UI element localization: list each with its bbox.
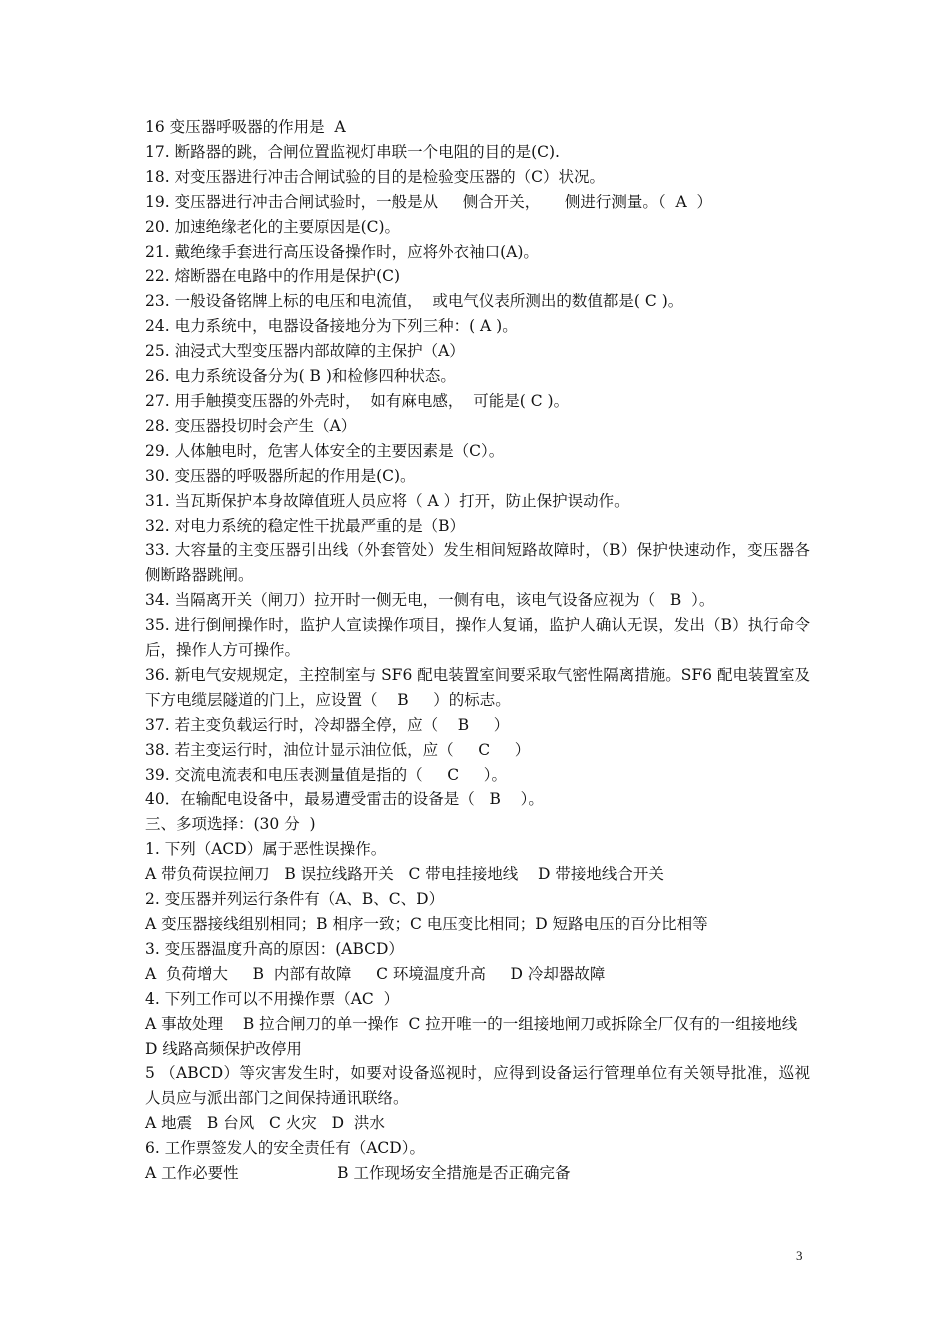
text-line: 23. 一般设备铭牌上标的电压和电流值， 或电气仪表所测出的数值都是( C )。 xyxy=(145,292,684,311)
document-body xyxy=(145,115,810,1186)
text-line: D 线路高频保护改停用 xyxy=(145,1039,302,1058)
text-line: 28. 变压器投切时会产生（A） xyxy=(145,416,357,435)
text-line: 29. 人体触电时，危害人体安全的主要因素是（C）。 xyxy=(145,441,505,460)
text-line: 36. 新电气安规规定，主控制室与 SF6 配电装置室间要采取气密性隔离措施。SF6 配电装置室及下方电缆层隧道的门上，应设置（ B ）的标志。 xyxy=(145,665,810,709)
text-line: 21. 戴绝缘手套进行高压设备操作时，应将外衣袖口(A)。 xyxy=(145,242,539,261)
text-line: 24. 电力系统中，电器设备接地分为下列三种：( A )。 xyxy=(145,317,518,336)
text-line: 30. 变压器的呼吸器所起的作用是(C)。 xyxy=(145,466,416,485)
text-line: 17. 断路器的跳，合闸位置监视灯串联一个电阻的目的是(C). xyxy=(145,142,560,161)
text-line: A 地震 B 台风 C 火灾 D 洪水 xyxy=(145,1114,385,1133)
text-line: 6. 工作票签发人的安全责任有（ACD）。 xyxy=(145,1139,425,1158)
text-line: A 事故处理 B 拉合闸刀的单一操作 C 拉开唯一的一组接地闸刀或拆除全厂仅有的一组接地线 xyxy=(145,1014,798,1033)
text-line: 26. 电力系统设备分为( B )和检修四种状态。 xyxy=(145,367,456,386)
text-line: 19. 变压器进行冲击合闸试验时，一般是从 侧合开关， 侧进行测量。（ A ） xyxy=(145,192,713,211)
text-line: 35. 进行倒闸操作时，监护人宣读操作项目，操作人复诵，监护人确认无误，发出（B）执行命令后，操作人方可操作。 xyxy=(145,616,810,660)
text-line: 4. 下列工作可以不用操作票（AC ） xyxy=(145,989,400,1008)
text-line: 25. 油浸式大型变压器内部故障的主保护（A） xyxy=(145,342,465,361)
text-line: 38. 若主变运行时，油位计显示油位低，应（ C ） xyxy=(145,740,531,759)
text-line: 40．在输配电设备中，最易遭受雷击的设备是（ B ）。 xyxy=(145,790,544,809)
text-line: A 带负荷误拉闸刀 B 误拉线路开关 C 带电挂接地线 D 带接地线合开关 xyxy=(145,865,664,884)
page-number: 3 xyxy=(796,1248,803,1263)
text-line: 22. 熔断器在电路中的作用是保护(C) xyxy=(145,267,401,286)
text-line: 32. 对电力系统的稳定性干扰最严重的是（B） xyxy=(145,516,465,535)
text-line: 20. 加速绝缘老化的主要原因是(C)。 xyxy=(145,217,401,236)
text-line: 37. 若主变负载运行时，冷却器全停，应（ B ） xyxy=(145,715,510,734)
text-line: 34. 当隔离开关（闸刀）拉开时一侧无电，一侧有电，该电气设备应视为（ B ）。 xyxy=(145,591,715,610)
text-line: 3. 变压器温度升高的原因：(ABCD） xyxy=(145,939,404,958)
text-line: 2. 变压器并列运行条件有（A、B、C、D） xyxy=(145,890,445,909)
text-line: 16 变压器呼吸器的作用是 A xyxy=(145,118,346,136)
text-line: 39. 交流电流表和电压表测量值是指的（ C ）。 xyxy=(145,765,507,784)
text-line: 31. 当瓦斯保护本身故障值班人员应将（ A ）打开，防止保护误动作。 xyxy=(145,491,630,510)
text-line: A 工作必要性 B 工作现场安全措施是否正确完备 xyxy=(145,1164,571,1183)
text-line: A 负荷增大 B 内部有故障 C 环境温度升高 D 冷却器故障 xyxy=(145,964,606,983)
text-line: 1. 下列（ACD）属于恶性误操作。 xyxy=(145,840,387,859)
text-line: 27. 用手触摸变压器的外壳时， 如有麻电感， 可能是( C )。 xyxy=(145,391,570,410)
text-line: 18. 对变压器进行冲击合闸试验的目的是检验变压器的（C）状况。 xyxy=(145,167,605,186)
text-line: A 变压器接线组别相同；B 相序一致；C 电压变比相同；D 短路电压的百分比相等 xyxy=(145,915,708,933)
text-line: 33. 大容量的主变压器引出线（外套管处）发生相间短路故障时，（B）保护快速动作，变压器各侧断路器跳闸。 xyxy=(145,541,810,585)
text-line: 5 （ABCD）等灾害发生时，如要对设备巡视时，应得到设备运行管理单位有关领导批准，巡视人员应与派出部门之间保持通讯联络。 xyxy=(145,1064,810,1108)
text-line: 三、多项选择：(30 分 ) xyxy=(145,815,316,834)
